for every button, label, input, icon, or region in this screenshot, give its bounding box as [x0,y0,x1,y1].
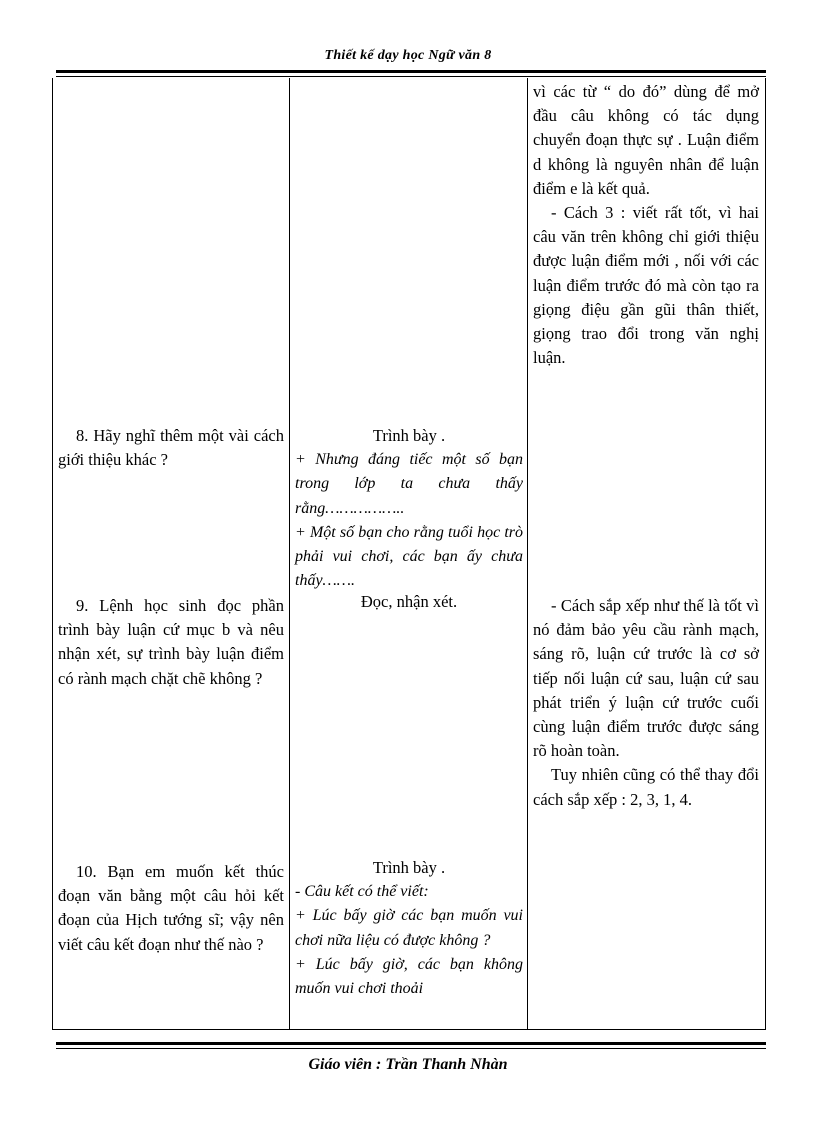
header-rule-thick [56,70,766,73]
question-9: 9. Lệnh học sinh đọc phần trình bày luận cứ mục b và nêu nhận xét, sự trình bày luận điểm có rành mạch chặt chẽ không ? [58,596,284,688]
answer-item: + Lúc bấy giờ, các bạn không muốn vui chơi thoải [295,955,523,998]
content-continuation [533,80,759,370]
content-9 [533,594,759,812]
answer-item: + Lúc bấy giờ các bạn muốn vui chơi nữa liệu có được không ? [295,907,523,949]
activity-9: Đọc, nhận xét. [360,592,458,611]
column-divider-1 [289,78,290,1030]
question-10: 10. Bạn em muốn kết thúc đoạn văn bằng một câu hỏi kết đoạn của Hịch tướng sĩ; vậy nên viết câu kết đoạn như thế nào ? [58,862,284,954]
activity-label: Trình bày . [372,858,446,877]
content-paragraph: Tuy nhiên cũng có thể thay đổi cách sắp xếp : 2, 3, 1, 4. [533,765,759,809]
activity-label: Trình bày . [372,426,446,445]
question-8: 8. Hãy nghĩ thêm một vài cách giới thiệu khác ? [58,426,284,470]
answer-item: - Câu kết có thể viết: [295,883,429,901]
column-divider-2 [527,78,528,1030]
footer-rule-thick [56,1042,766,1045]
content-paragraph: vì các từ “ do đó” dùng để mở đầu câu không có tác dụng chuyển đoạn thực sự . Luận điểm d không là nguyên nhân để luận điểm e là kết quả. [533,82,759,198]
activity-8 [295,424,523,593]
header-rule-thin [56,76,766,77]
page-header: Thiết kế dạy học Ngữ văn 8 [324,48,492,63]
page-footer: Giáo viên : Trần Thanh Nhàn [308,1056,508,1073]
content-paragraph: - Cách 3 : viết rất tốt, vì hai câu văn trên không chỉ giới thiệu được luận điểm mới , nối với các luận điểm trước đó mà còn tạo ra giọng điệu gần gũi thân thiết, giọng trao đổi trong văn nghị luận. [533,203,759,368]
answer-item: + Nhưng đáng tiếc một số bạn trong lớp ta chưa thấy rằng…………….. [295,451,523,517]
footer-rule-thin [56,1048,766,1049]
answer-item: + Một số bạn cho rằng tuổi học trò phải vui chơi, các bạn ấy chưa thấy……. [295,523,523,590]
content-paragraph: - Cách sắp xếp như thế là tốt vì nó đảm bảo yêu cầu rành mạch, sáng rõ, luận cứ trước là cơ sở tiếp nối luận cứ sau, luận cứ sau phát triển ý luận cứ trước cuối cùng luận điểm trước được sáng rõ hoàn toàn. [533,596,759,761]
activity-10 [295,856,523,1001]
